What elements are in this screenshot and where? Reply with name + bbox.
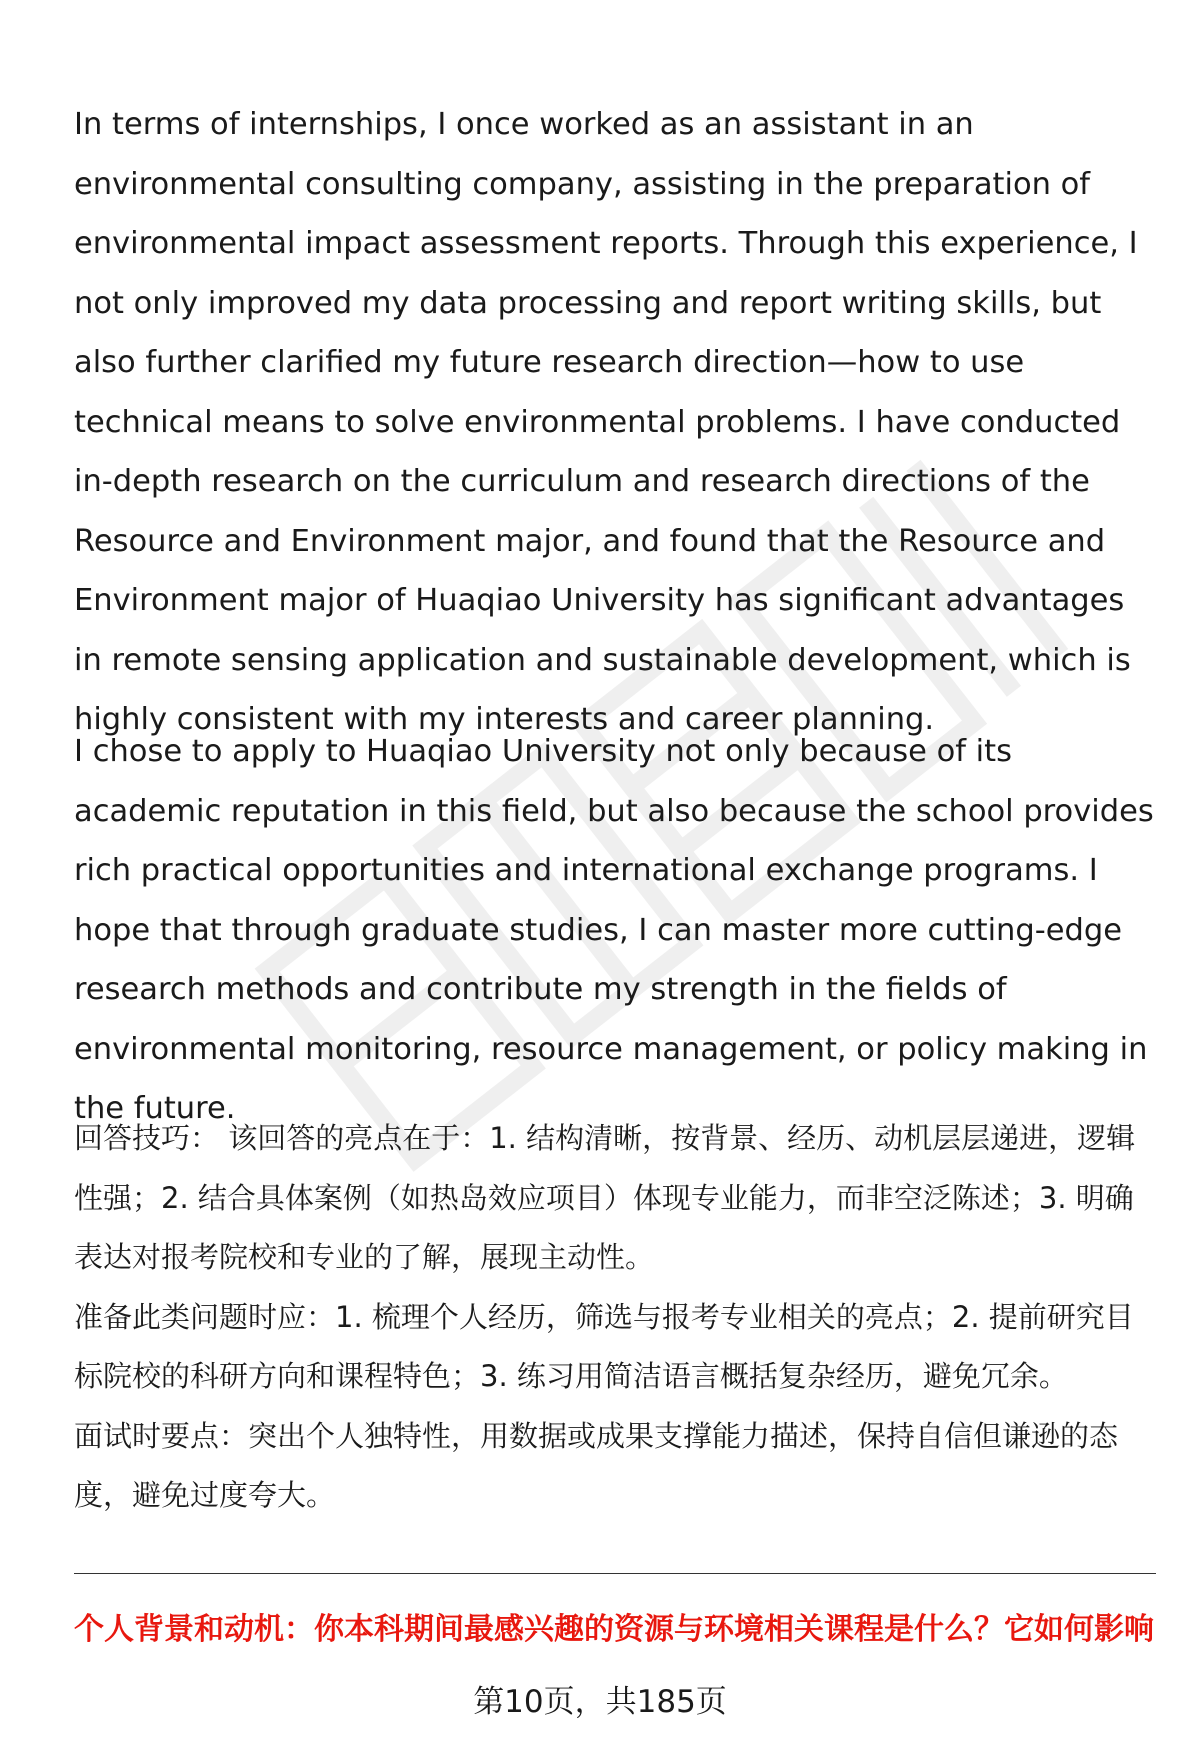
preparation-tips-text: 准备此类问题时应：1. 梳理个人经历，筛选与报考专业相关的亮点；2. 提前研究目标院校的科研方向和课程特色；3. 练习用简洁语言概括复杂经历，避免冗余。 <box>74 1299 1134 1393</box>
answer-tips-text: 回答技巧： 该回答的亮点在于：1. 结构清晰，按背景、经历、动机层层递进，逻辑性强；2. 结合具体案例（如热岛效应项目）体现专业能力，而非空泛陈述；3. 明确表达对报考院校和专业的了解，展现主动性。 <box>74 1121 1136 1274</box>
answer-tips-block <box>74 1109 1154 1526</box>
body-paragraph-internship: In terms of internships, I once worked as an assistant in an environmental consulting company, assisting in the preparation of environmental impact assessment reports. Through this experience, I not only improved my data processing and report writing skills, but also further clarified my future research direction—how to use technical means to solve environmental problems. I have conducted in-depth research on the curriculum and research directions of the Resource and Environment major, and found that the Resource and Environment major of Huaqiao University has significant advantages in remote sensing application and sustainable development, which is highly consistent with my interests and career planning. <box>74 107 1138 737</box>
interview-points-text: 面试时要点：突出个人独特性，用数据或成果支撑能力描述，保持自信但谦逊的态度，避免过度夸大。 <box>74 1418 1119 1512</box>
section-divider <box>74 1573 1156 1574</box>
next-question-heading: 个人背景和动机：你本科期间最感兴趣的资源与环境相关课程是什么？它如何影响 <box>74 1612 1154 1647</box>
body-paragraph-motivation: I chose to apply to Huaqiao University not only because of its academic reputation in this field, but also because the school provides rich practical opportunities and international exchange programs. I hope that through graduate studies, I can master more cutting-edge research methods and contribute my strength in the fields of environmental monitoring, resource management, or policy making in the future. <box>74 734 1154 1126</box>
page-number-footer: 第10页，共185页 <box>473 1684 727 1720</box>
